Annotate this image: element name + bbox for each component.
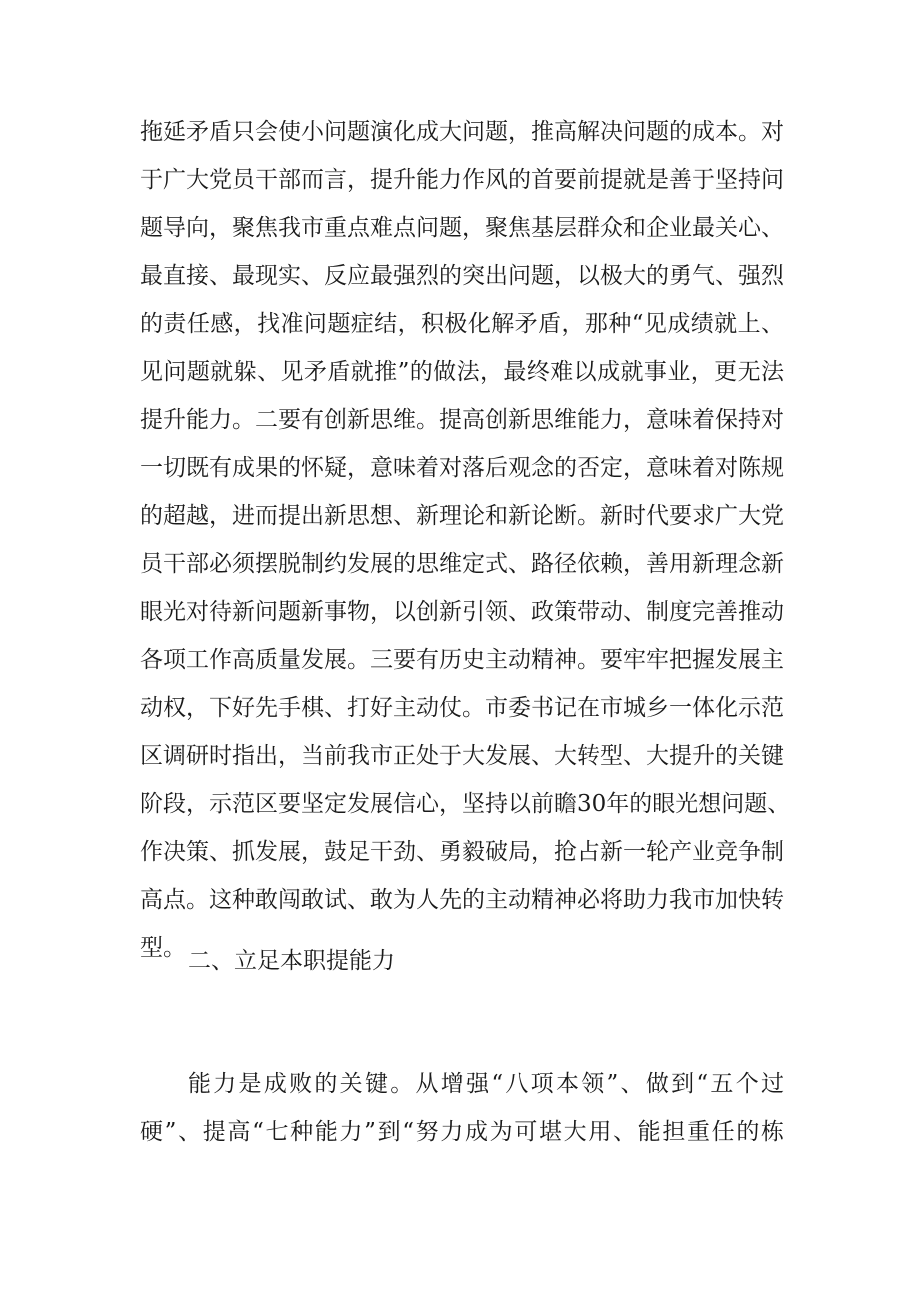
text-line: 于广大党员干部而言，提升能力作风的首要前提就是善于坚持问 <box>140 167 784 193</box>
text-line: 高点。这种敢闯敢试、敢为人先的主动精神必将助力我市加快转 <box>140 887 784 913</box>
text-line: 一切既有成果的怀疑，意味着对落后观念的否定，意味着对陈规 <box>140 455 784 481</box>
text-line: 提升能力。二要有创新思维。提高创新思维能力，意味着保持对 <box>140 407 784 433</box>
text-line: 硬”、提高“七种能力”到“努力成为可堪大用、能担重任的栋 <box>140 1119 784 1145</box>
section-heading: 二、立足本职提能力 <box>188 948 395 974</box>
text-line: 员干部必须摆脱制约发展的思维定式、路径依赖，善用新理念新 <box>140 551 784 577</box>
text-line: 眼光对待新问题新事物，以创新引领、政策带动、制度完善推动 <box>140 599 784 625</box>
text-line: 的超越，进而提出新思想、新理论和新论断。新时代要求广大党 <box>140 503 784 529</box>
text-line: 型。 <box>140 935 186 961</box>
text-line: 区调研时指出，当前我市正处于大发展、大转型、大提升的关键 <box>140 743 784 769</box>
text-line: 能力是成败的关键。从增强“八项本领”、做到“五个过 <box>188 1071 784 1097</box>
text-line: 拖延矛盾只会使小问题演化成大问题，推高解决问题的成本。对 <box>140 119 784 145</box>
text-line: 动权，下好先手棋、打好主动仗。市委书记在市城乡一体化示范 <box>140 695 784 721</box>
text-line: 见问题就躲、见矛盾就推”的做法，最终难以成就事业，更无法 <box>140 359 784 385</box>
text-line: 题导向，聚焦我市重点难点问题，聚焦基层群众和企业最关心、 <box>140 215 784 241</box>
text-line: 阶段，示范区要坚定发展信心，坚持以前瞻30年的眼光想问题、 <box>140 791 791 817</box>
text-line: 最直接、最现实、反应最强烈的突出问题，以极大的勇气、强烈 <box>140 263 784 289</box>
text-line: 的责任感，找准问题症结，积极化解矛盾，那种“见成绩就上、 <box>140 311 784 337</box>
paragraph-1 <box>140 108 820 972</box>
text-line: 各项工作高质量发展。三要有历史主动精神。要牢牢把握发展主 <box>140 647 784 673</box>
text-line: 作决策、抓发展，鼓足干劲、勇毅破局，抢占新一轮产业竞争制 <box>140 839 784 865</box>
paragraph-2 <box>140 1060 820 1156</box>
